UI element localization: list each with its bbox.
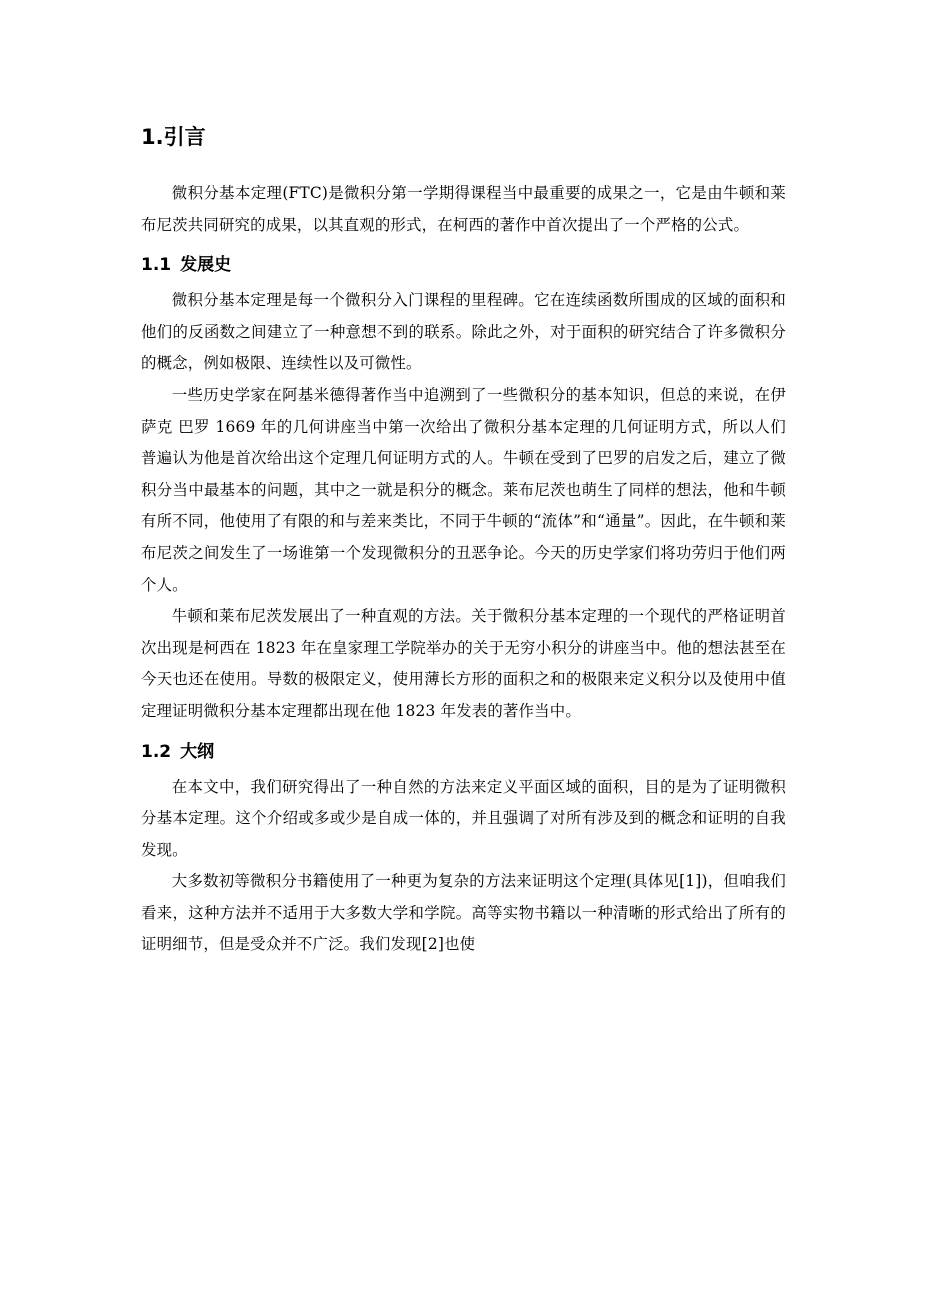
outline-paragraph-2: 大多数初等微积分书籍使用了一种更为复杂的方法来证明这个定理(具体见[1])，但咱我们看来，这种方法并不适用于大多数大学和学院。高等实物书籍以一种清晰的形式给出了所有的证明细节，但是受众并不广泛。我们发现[2]也使	[141, 872, 786, 954]
subsection-heading-history	[141, 241, 786, 285]
subsection-title: 大纲	[180, 741, 215, 762]
section-title: 1.引言	[141, 125, 206, 149]
document-body	[141, 118, 786, 961]
outline-paragraph-1: 在本文中，我们研究得出了一种自然的方法来定义平面区域的面积，目的是为了证明微积分基本定理。这个介绍或多或少是自成一体的，并且强调了对所有涉及到的概念和证明的自我发现。	[141, 777, 786, 859]
history-paragraph-2: 一些历史学家在阿基米德得著作当中追溯到了一些微积分的基本知识，但总的来说，在伊萨克 巴罗 1669 年的几何讲座当中第一次给出了微积分基本定理的几何证明方式，所以人们普遍认为他是首次给出这个定理几何证明方式的人。牛顿在受到了巴罗的启发之后，建立了微积分当中最基本的问题，其中之一就是积分的概念。莱布尼茨也萌生了同样的想法，他和牛顿有所不同，他使用了有限的和与差来类比，不同于牛顿的“流体”和“通量”。因此，在牛顿和莱布尼茨之间发生了一场谁第一个发现微积分的丑恶争论。今天的历史学家们将功劳归于他们两个人。	[141, 385, 786, 594]
subsection-heading-outline	[141, 728, 786, 772]
intro-paragraph: 微积分基本定理(FTC)是微积分第一学期得课程当中最重要的成果之一，它是由牛顿和莱布尼茨共同研究的成果，以其直观的形式，在柯西的著作中首次提出了一个严格的公式。	[141, 184, 786, 234]
subsection-number: 1.1	[141, 255, 172, 276]
history-paragraph-3: 牛顿和莱布尼茨发展出了一种直观的方法。关于微积分基本定理的一个现代的严格证明首次出现是柯西在 1823 年在皇家理工学院举办的关于无穷小积分的讲座当中。他的想法甚至在今天也还在使用。导数的极限定义，使用薄长方形的面积之和的极限来定义积分以及使用中值定理证明微积分基本定理都出现在他 1823 年发表的著作当中。	[141, 607, 786, 720]
subsection-number: 1.2	[141, 741, 172, 762]
subsection-title: 发展史	[180, 255, 232, 276]
history-paragraph-1: 微积分基本定理是每一个微积分入门课程的里程碑。它在连续函数所围成的区域的面积和他们的反函数之间建立了一种意想不到的联系。除此之外，对于面积的研究结合了许多微积分的概念，例如极限、连续性以及可微性。	[141, 291, 786, 373]
